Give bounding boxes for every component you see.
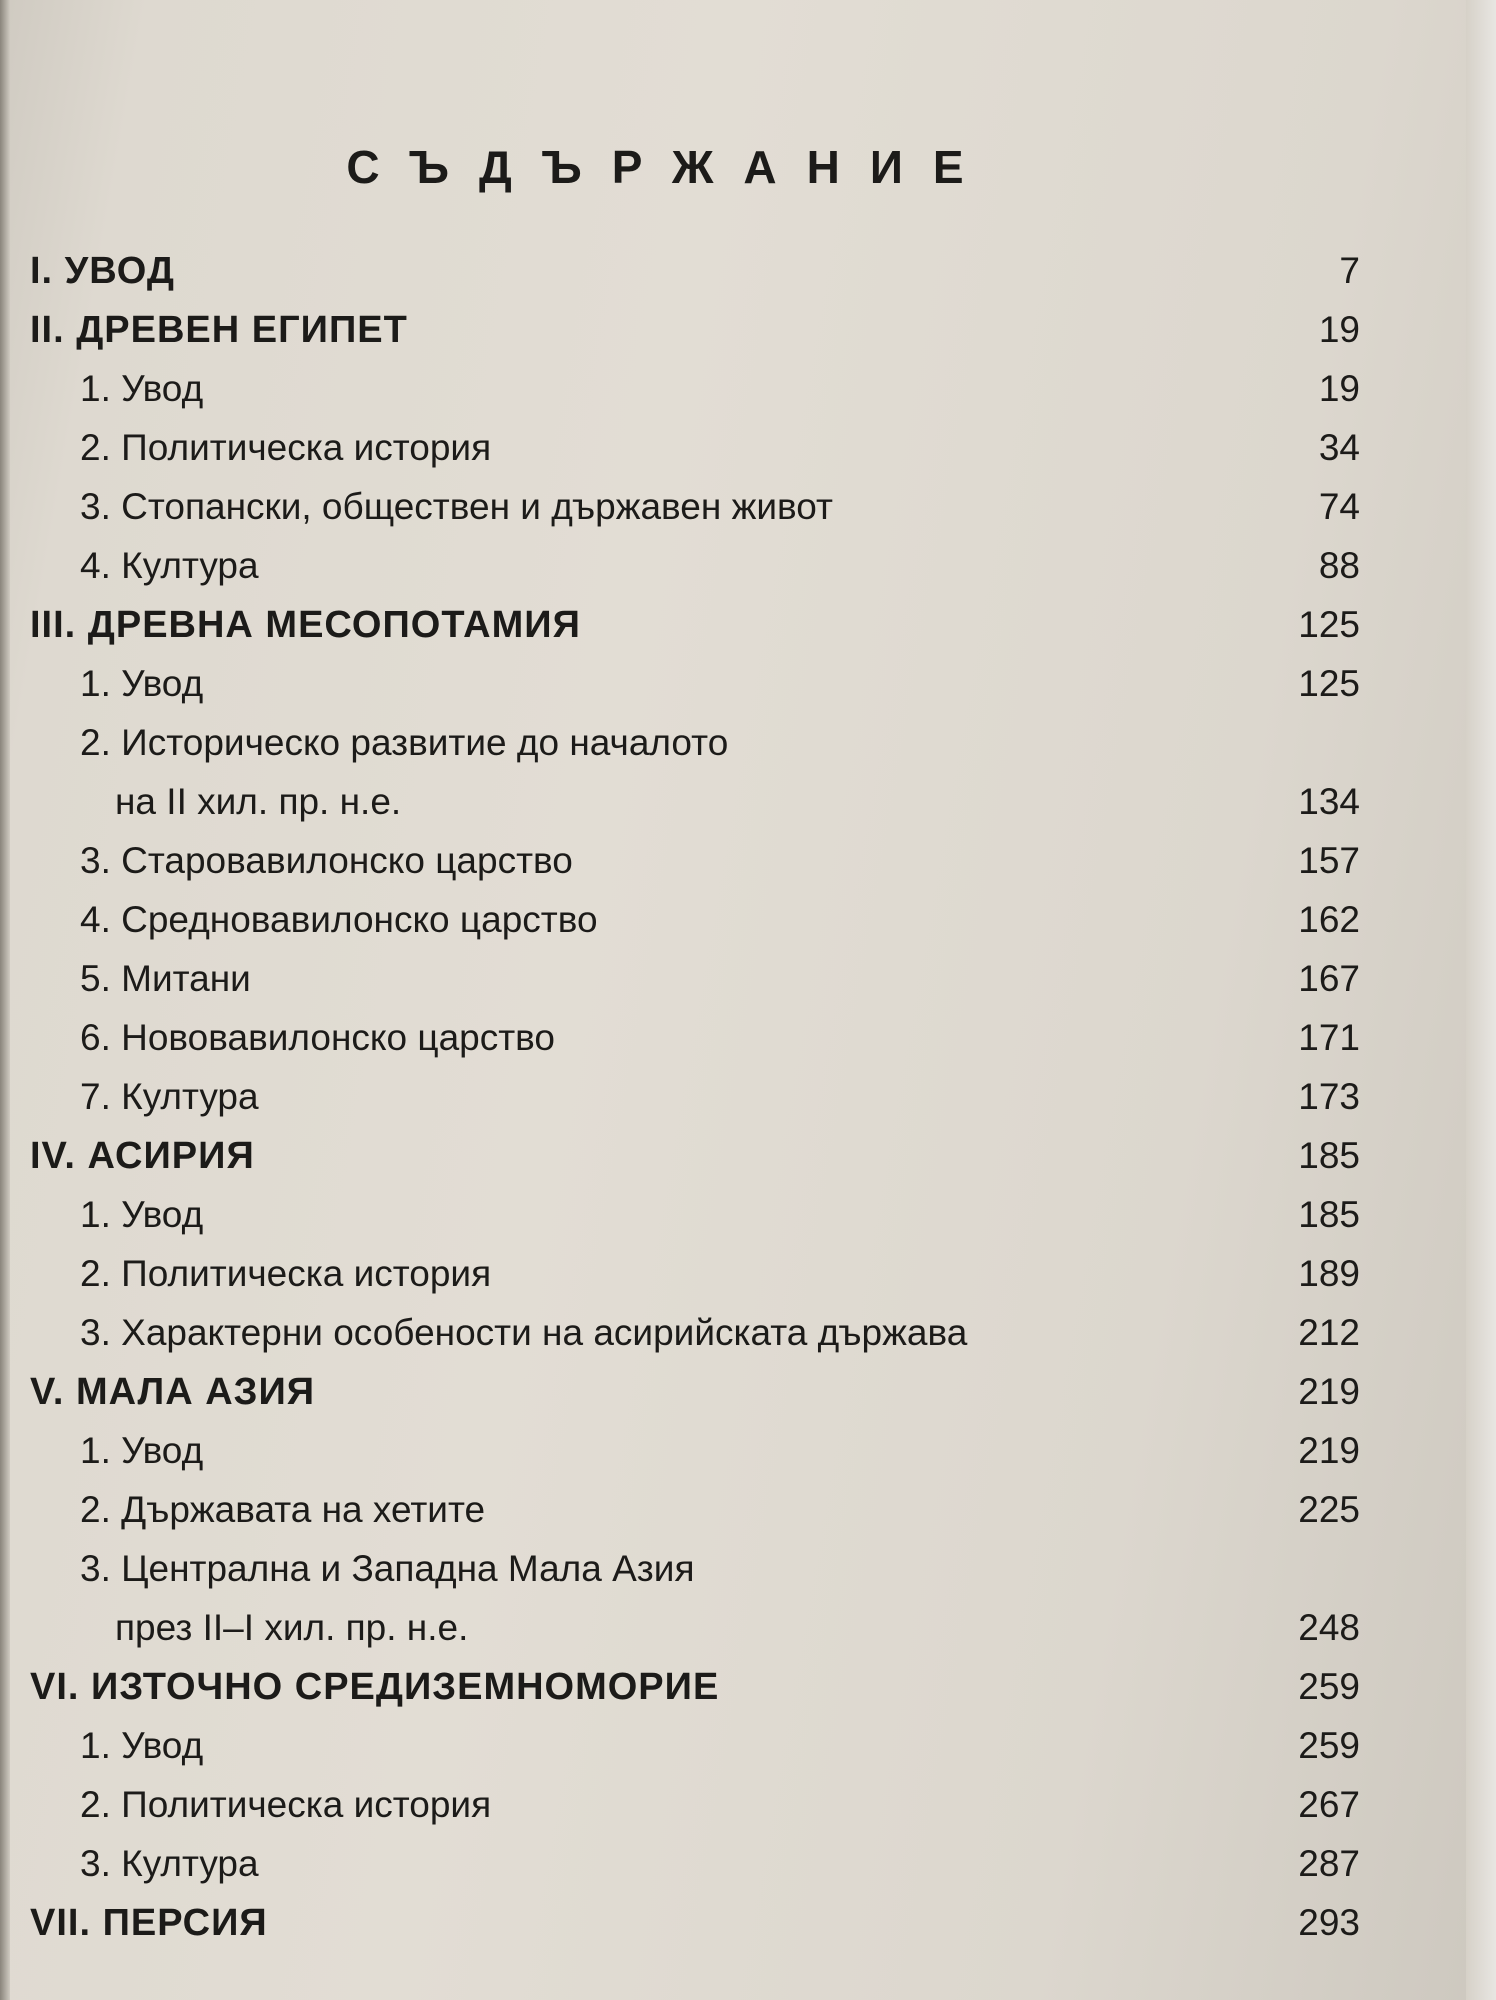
toc-page-number: 219 (1298, 1430, 1360, 1471)
toc-row-chapter (30, 1135, 1360, 1194)
toc-row-section (30, 1548, 1360, 1607)
toc-page-number: 287 (1298, 1843, 1360, 1884)
toc-entry-label: VI. ИЗТОЧНО СРЕДИЗЕМНОМОРИЕ (30, 1666, 720, 1708)
toc-entry-label: 2. Политическа история (80, 1253, 492, 1294)
toc-entry-label: 6. Нововавилонско царство (80, 1017, 555, 1058)
toc-entry-label: VII. ПЕРСИЯ (30, 1902, 268, 1944)
toc-row-section (30, 1312, 1360, 1371)
toc-row-section (30, 899, 1360, 958)
toc-entry-label: 3. Старовавилонско царство (80, 840, 573, 881)
toc-entry-label: 3. Култура (80, 1843, 259, 1884)
toc-entry-label: 7. Култура (80, 1076, 259, 1117)
page-right-edge (1466, 0, 1496, 2000)
toc-entry-label: II. ДРЕВЕН ЕГИПЕТ (30, 309, 408, 351)
toc-page-number: 225 (1298, 1489, 1360, 1530)
toc-entry-label: 2. Политическа история (80, 427, 492, 468)
toc-page-number: 173 (1298, 1076, 1360, 1117)
toc-entry-label: на II хил. пр. н.е. (115, 781, 402, 822)
toc-row-section (30, 1017, 1360, 1076)
toc-page-number: 259 (1298, 1725, 1360, 1766)
toc-entry-label: 5. Митани (80, 958, 251, 999)
toc-page-number: 19 (1318, 368, 1360, 409)
toc-entry-label: 1. Увод (80, 1725, 204, 1766)
toc-row-section (30, 1489, 1360, 1548)
toc-page-number: 125 (1298, 604, 1360, 645)
toc-entry-label: 2. Държавата на хетите (80, 1489, 486, 1530)
toc-entry-label: 2. Историческо развитие до началото (80, 722, 729, 763)
toc-row-chapter (30, 604, 1360, 663)
toc-page-number: 267 (1298, 1784, 1360, 1825)
toc-row-chapter (30, 1666, 1360, 1725)
toc-entry-label: 1. Увод (80, 368, 204, 409)
toc-page-number: 219 (1298, 1371, 1360, 1412)
toc-page-number: 171 (1298, 1017, 1360, 1058)
toc-page-number: 259 (1298, 1666, 1360, 1707)
toc-entry-label: 3. Характерни особености на асирийската държава (80, 1312, 968, 1353)
toc-entry-label: 1. Увод (80, 663, 204, 704)
toc-row-cont (30, 781, 1360, 840)
toc-entry-label: 1. Увод (80, 1194, 204, 1235)
toc-entry-label: IV. АСИРИЯ (30, 1135, 255, 1177)
toc-page-number: 134 (1298, 781, 1360, 822)
toc-row-section (30, 1194, 1360, 1253)
toc-row-section (30, 368, 1360, 427)
toc-row-section (30, 840, 1360, 899)
toc-entry-label: 4. Култура (80, 545, 259, 586)
toc-row-section (30, 545, 1360, 604)
toc-page-number: 293 (1298, 1902, 1360, 1943)
toc-row-section (30, 486, 1360, 545)
toc-page-number: 125 (1298, 663, 1360, 704)
toc-row-section (30, 958, 1360, 1017)
toc-entry-label: V. МАЛА АЗИЯ (30, 1371, 316, 1413)
toc-page-number: 74 (1318, 486, 1360, 527)
toc-row-section (30, 1784, 1360, 1843)
page-title: СЪДЪРЖАНИЕ (346, 141, 994, 193)
toc-entry-label: III. ДРЕВНА МЕСОПОТАМИЯ (30, 604, 581, 646)
toc-row-cont (30, 1607, 1360, 1666)
toc-row-section (30, 1725, 1360, 1784)
toc-page-number: 185 (1298, 1194, 1360, 1235)
toc-row-chapter (30, 1902, 1360, 1961)
toc-page-number: 185 (1298, 1135, 1360, 1176)
toc-page-number: 157 (1298, 840, 1360, 881)
toc-entry-label: през II–I хил. пр. н.е. (115, 1607, 469, 1648)
toc-entry-label: 3. Централна и Западна Мала Азия (80, 1548, 695, 1589)
toc-page-number: 162 (1298, 899, 1360, 940)
toc-row-section (30, 427, 1360, 486)
toc-page-number: 167 (1298, 958, 1360, 999)
toc-row-section (30, 722, 1360, 781)
table-of-contents (30, 250, 1360, 1961)
toc-row-chapter (30, 309, 1360, 368)
page-binding-shadow (0, 0, 10, 2000)
toc-page-number: 212 (1298, 1312, 1360, 1353)
toc-row-section (30, 1430, 1360, 1489)
toc-entry-label: 2. Политическа история (80, 1784, 492, 1825)
toc-entry-label: I. УВОД (30, 250, 175, 292)
toc-row-chapter (30, 1371, 1360, 1430)
toc-page-number: 189 (1298, 1253, 1360, 1294)
toc-page-number: 7 (1339, 250, 1360, 291)
toc-page-number: 34 (1318, 427, 1360, 468)
toc-row-section (30, 1076, 1360, 1135)
toc-row-chapter (30, 250, 1360, 309)
toc-entry-label: 3. Стопански, обществен и държавен живот (80, 486, 833, 527)
toc-entry-label: 4. Средновавилонско царство (80, 899, 598, 940)
toc-page-number: 19 (1318, 309, 1360, 350)
toc-entry-label: 1. Увод (80, 1430, 204, 1471)
toc-row-section (30, 663, 1360, 722)
toc-page-number: 248 (1298, 1607, 1360, 1648)
toc-row-section (30, 1253, 1360, 1312)
toc-page-number: 88 (1318, 545, 1360, 586)
toc-row-section (30, 1843, 1360, 1902)
